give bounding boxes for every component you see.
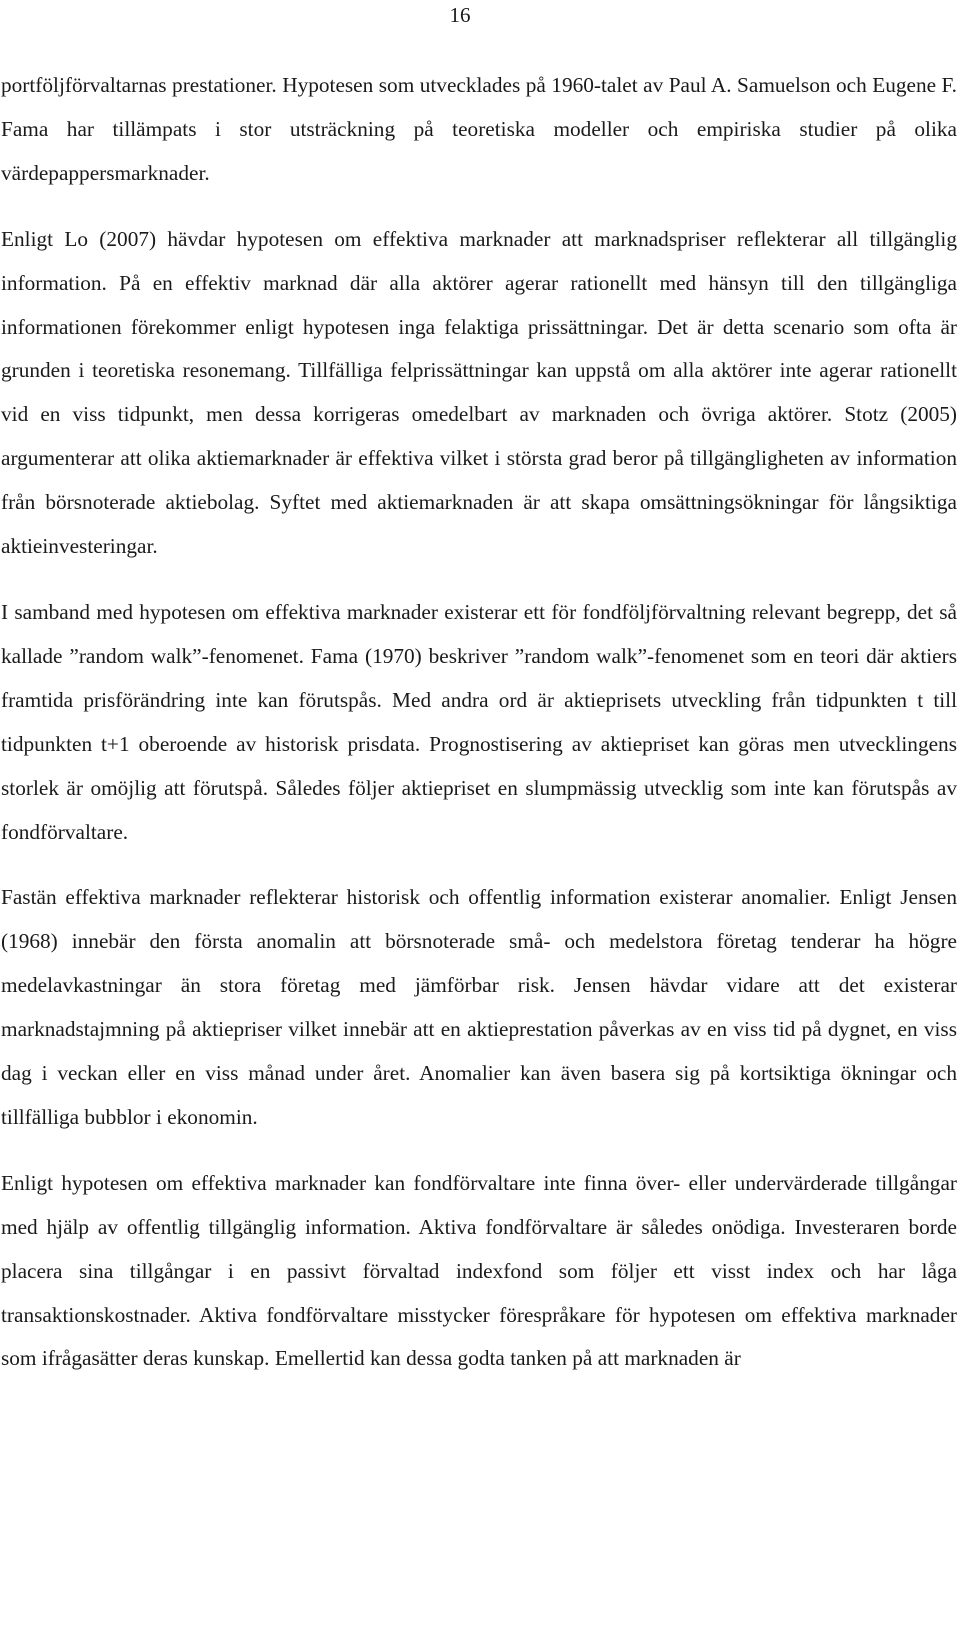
paragraph-active-managers: Enligt hypotesen om effektiva marknader kan fondförvaltare inte finna över- eller undervärderade tillgångar med hjälp av offentlig tillgänglig information. Aktiva fondförvaltare är således onödiga. Investeraren borde placera sina tillgångar i en passivt förvaltad indexfond som följer ett visst index och har låga transaktionskostnader. Aktiva fondförvaltare misstycker förespråkare för hypotesen om effektiva marknader som ifrågasätter deras kunskap. Emellertid kan dessa godta tanken på att marknaden är xyxy=(1,1170,957,1371)
paragraph-lo-stotz: Enligt Lo (2007) hävdar hypotesen om effektiva marknader att marknadspriser reflekterar all tillgänglig information. På en effektiv marknad där alla aktörer agerar rationellt med hänsyn till den tillgängliga informationen förekommer enligt hypotesen inga felaktiga prissättningar. Det är detta scenario som ofta är grunden i teoretiska resonemang. Tillfälliga felprissättningar kan uppstå om alla aktörer inte agerar rationellt vid en viss tidpunkt, men dessa korrigeras omedelbart av marknaden och övriga aktörer. Stotz (2005) argumenterar att olika aktiemarknader är effektiva vilket i största grad beror på tillgängligheten av information från börsnoterade aktiebolag. Syftet med aktiemarknaden är att skapa omsättningsökningar för långsiktiga aktieinvesteringar. xyxy=(1,226,957,559)
paragraph-efficient-market-history: portföljförvaltarnas prestationer. Hypotesen som utvecklades på 1960-talet av Paul A. Samuelson och Eugene F. Fama har tillämpats i stor utsträckning på teoretiska modeller och empiriska studier på olika värdepappersmarknader. xyxy=(1,73,957,185)
page-number: 16 xyxy=(449,3,471,27)
paragraph-anomalies: Fastän effektiva marknader reflekterar historisk och offentlig information existerar anomalier. Enligt Jensen (1968) innebär den första anomalin att börsnoterade små- och medelstora företag tenderar ha högre medelavkastningar än stora företag med jämförbar risk. Jensen hävdar vidare att det existerar marknadstajmning på aktiepriser vilket innebär att en aktieprestation påverkas av en viss tid på dygnet, en viss dag i veckan eller en viss månad under året. Anomalier kan även basera sig på kortsiktiga ökningar och tillfälliga bubblor i ekonomin. xyxy=(1,885,957,1129)
body-text xyxy=(1,64,957,1381)
paragraph-random-walk: I samband med hypotesen om effektiva marknader existerar ett för fondföljförvaltning relevant begrepp, det så kallade ”random walk”-fenomenet. Fama (1970) beskriver ”random walk”-fenomenet som en teori där aktiers framtida prisförändring inte kan förutspås. Med andra ord är aktieprisets utveckling från tidpunkten t till tidpunkten t+1 oberoende av historisk prisdata. Prognostisering av aktiepriset kan göras men utvecklingens storlek är omöjlig att förutspå. Således följer aktiepriset en slumpmässig utvecklig som inte kan förutspås av fondförvaltare. xyxy=(1,599,957,844)
